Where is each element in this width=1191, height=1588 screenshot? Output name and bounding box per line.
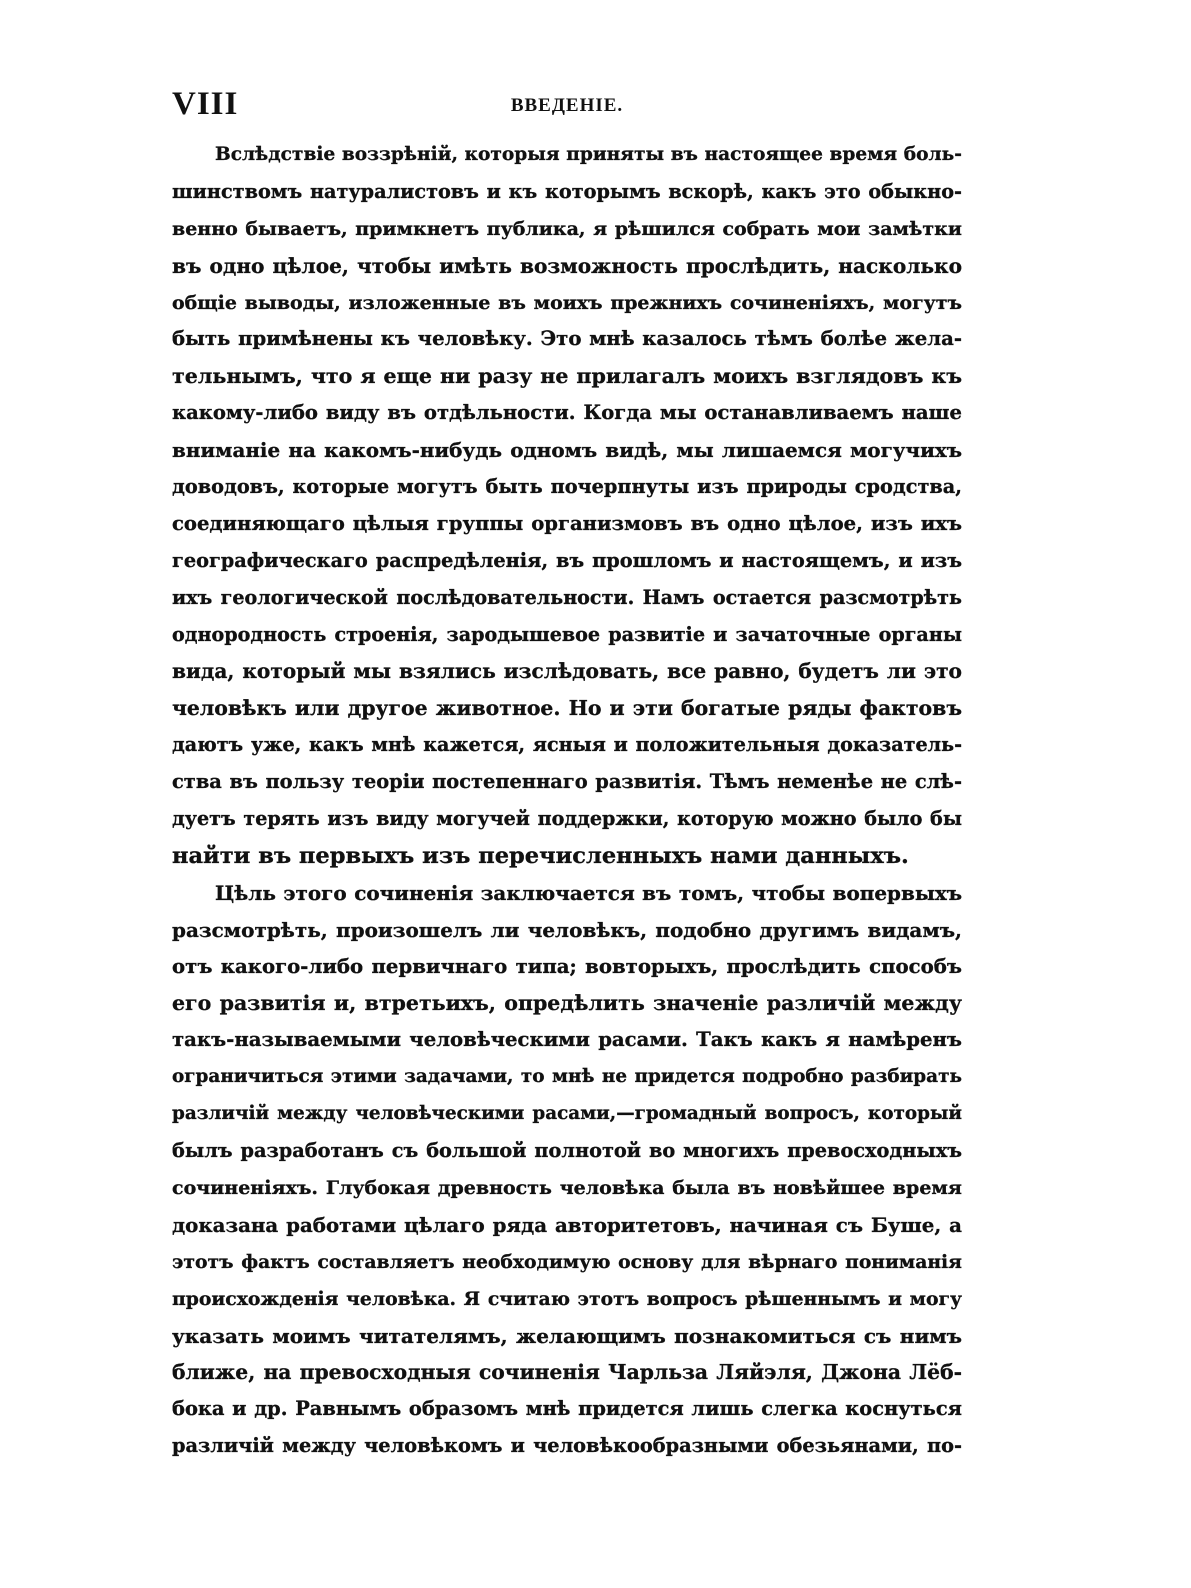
text-line: сочиненіяхъ. Глубокая древность человѣка была въ новѣйшее время bbox=[172, 1176, 962, 1199]
body-text bbox=[172, 137, 962, 1465]
text-line: однородность строенія, зародышевое развитіе и зачаточные органы bbox=[172, 622, 962, 646]
text-line: вида, который мы взялись изслѣдовать, все равно, будетъ ли это bbox=[172, 659, 962, 684]
text-line: ограничиться этими задачами, то мнѣ не придется подробно разбирать bbox=[172, 1066, 962, 1088]
text-line: доводовъ, которые могутъ быть почерпнуты изъ природы сродства, bbox=[172, 475, 962, 499]
text-line: шинствомъ натуралистовъ и къ которымъ вскорѣ, какъ это обыкно- bbox=[172, 179, 962, 203]
text-line: Цѣль этого сочиненія заключается въ томъ, чтобы вопервыхъ bbox=[215, 880, 962, 905]
text-line: бока и др. Равнымъ образомъ мнѣ придется лишь слегка коснуться bbox=[172, 1397, 962, 1421]
running-head bbox=[172, 86, 962, 126]
text-line: указать моимъ читателямъ, желающимъ познакомиться съ нимъ bbox=[172, 1323, 962, 1348]
text-line: быть примѣнены къ человѣку. Это мнѣ казалось тѣмъ болѣе жела- bbox=[172, 327, 962, 351]
text-line: этотъ фактъ составляетъ необходимую основу для вѣрнаго пониманія bbox=[172, 1250, 962, 1273]
text-line: венно бываетъ, примкнетъ публика, я рѣшился собрать мои замѣтки bbox=[172, 217, 962, 240]
text-line: географическаго распредѣленія, въ прошломъ и настоящемъ, и изъ bbox=[172, 548, 962, 572]
text-line: ства въ пользу теоріи постепеннаго развитія. Тѣмъ неменѣе не слѣ- bbox=[172, 770, 962, 794]
text-line: ближе, на превосходныя сочиненія Чарльза Ляйэля, Джона Лёб- bbox=[172, 1360, 962, 1385]
text-line: дуетъ терять изъ виду могучей поддержки, которую можно было бы bbox=[172, 807, 962, 831]
text-line: даютъ уже, какъ мнѣ кажется, ясныя и положительныя доказатель- bbox=[172, 733, 962, 757]
text-line: найти въ первыхъ изъ перечисленныхъ нами данныхъ. bbox=[172, 842, 909, 869]
text-line: различій между человѣческими расами,—громадный вопросъ, который bbox=[172, 1103, 962, 1125]
text-line: происхожденія человѣка. Я считаю этотъ вопросъ рѣшеннымъ и могу bbox=[172, 1287, 962, 1310]
text-line: Вслѣдствіе воззрѣній, которыя приняты въ настоящее время боль- bbox=[215, 144, 962, 165]
paragraph bbox=[172, 137, 962, 875]
text-line: доказана работами цѣлаго ряда авторитетовъ, начиная съ Буше, а bbox=[172, 1212, 962, 1237]
text-line: различій между человѣкомъ и человѣкообразными обезьянами, по- bbox=[172, 1434, 962, 1458]
text-line: вниманіе на какомъ-нибудь одномъ видѣ, мы лишаемся могучихъ bbox=[172, 438, 962, 463]
text-line: его развитія и, втретьихъ, опредѣлить значеніе различій между bbox=[172, 991, 962, 1016]
text-line: тельнымъ, что я еще ни разу не прилагалъ моихъ взглядовъ къ bbox=[172, 364, 962, 389]
running-title: ВВЕДЕНІЕ. bbox=[510, 95, 624, 116]
text-line: разсмотрѣть, произошелъ ли человѣкъ, подобно другимъ видамъ, bbox=[172, 917, 962, 942]
text-line: какому-либо виду въ отдѣльности. Когда мы останавливаемъ наше bbox=[172, 401, 962, 425]
text-line: общіе выводы, изложенные въ моихъ прежнихъ сочиненіяхъ, могутъ bbox=[172, 291, 962, 314]
text-line: ихъ геологической послѣдовательности. Намъ остается разсмотрѣть bbox=[172, 585, 962, 609]
text-line: отъ какого-либо первичнаго типа; вовторыхъ, прослѣдить способъ bbox=[172, 954, 962, 978]
text-line: въ одно цѣлое, чтобы имѣть возможность прослѣдить, насколько bbox=[172, 253, 962, 278]
text-line: соединяющаго цѣлыя группы организмовъ въ одно цѣлое, изъ ихъ bbox=[172, 511, 962, 535]
page-number: VIII bbox=[172, 86, 239, 122]
paragraph bbox=[172, 875, 962, 1465]
text-line: такъ-называемыми человѣческими расами. Такъ какъ я намѣренъ bbox=[172, 1028, 962, 1052]
text-line: былъ разработанъ съ большой полнотой во многихъ превосходныхъ bbox=[172, 1139, 962, 1163]
text-line: человѣкъ или другое животное. Но и эти богатые ряды фактовъ bbox=[172, 696, 962, 721]
